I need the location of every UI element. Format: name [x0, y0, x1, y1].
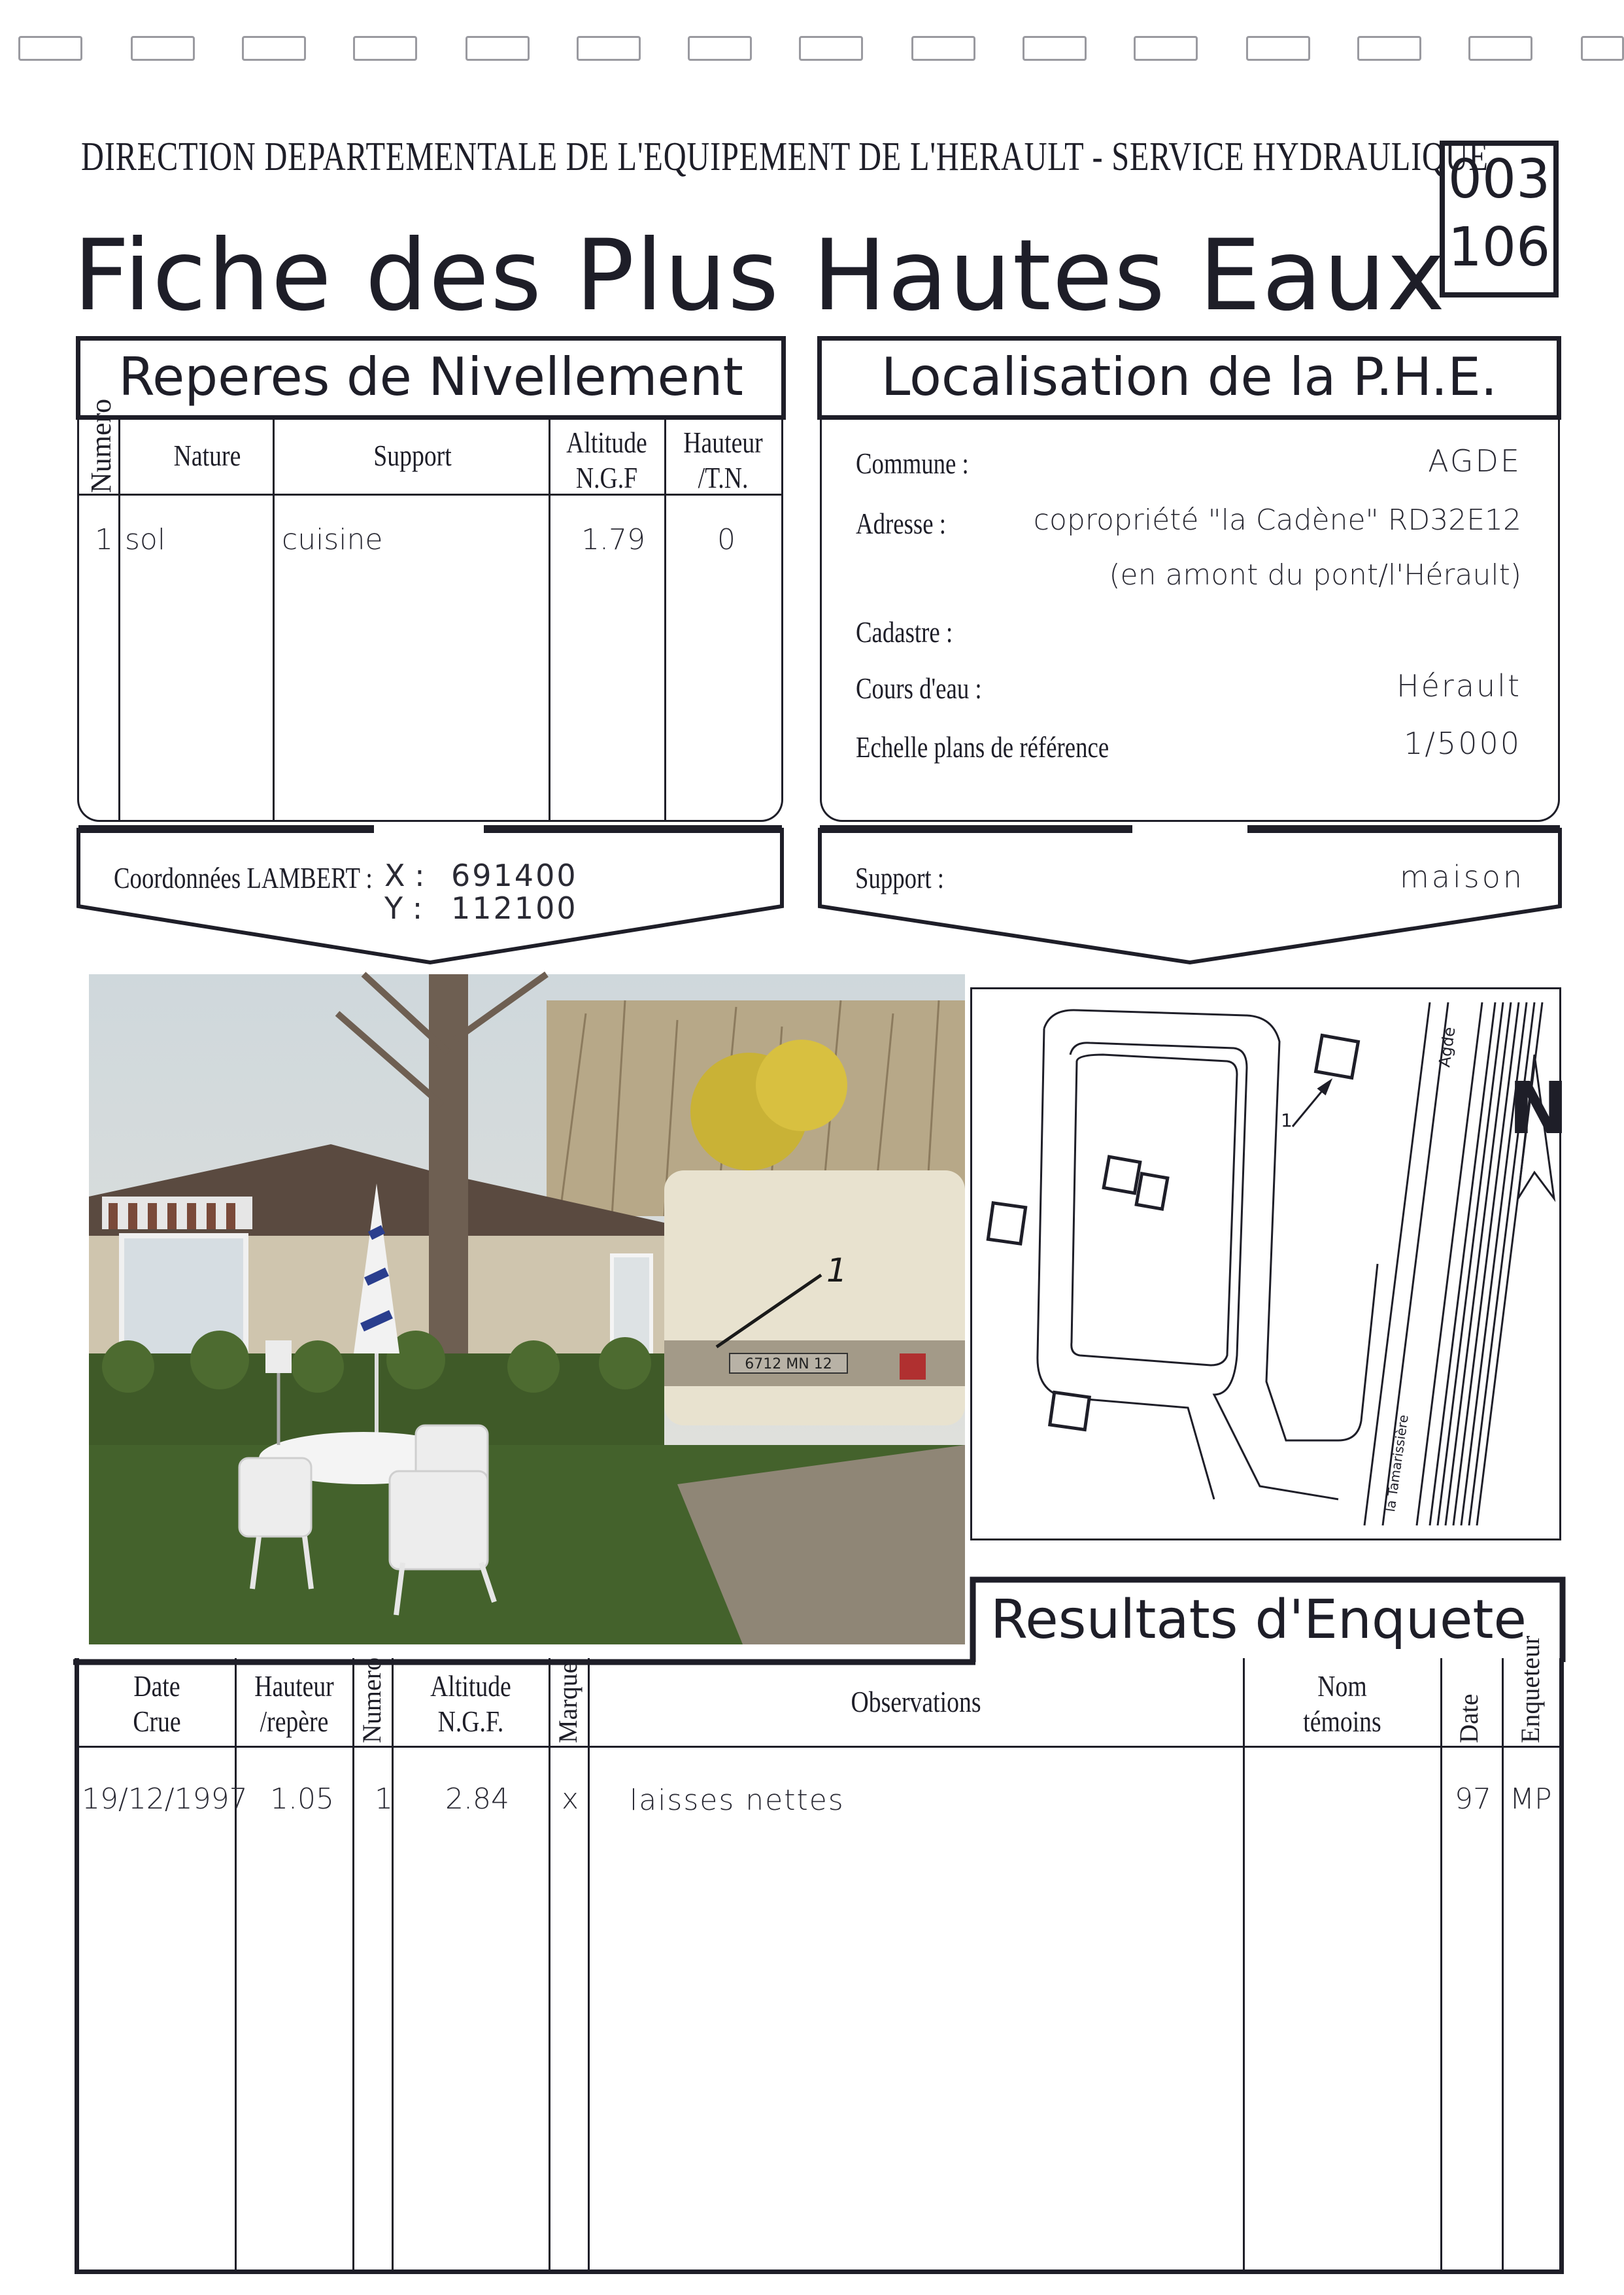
res-row-hauteur: 1.05 [270, 1782, 334, 1816]
fiche-code-bottom: 106 [1447, 216, 1551, 279]
site-photo [89, 974, 965, 1644]
res-col-altitude-l1: Altitude [430, 1669, 511, 1703]
photo-plate: 6712 MN 12 [745, 1356, 832, 1372]
res-col-hauteur [246, 1669, 342, 1739]
res-col-observations: Observations [851, 1685, 981, 1718]
res-col-date: Date [1454, 1693, 1483, 1743]
map-marker: 1 [1281, 1110, 1293, 1131]
localisation-heading: Localisation de la P.H.E. [817, 336, 1561, 420]
road-label-agde: Agde [1435, 1025, 1459, 1068]
reperes-row-hauteur: 0 [717, 523, 736, 556]
col-nature-header: Nature [173, 439, 241, 472]
lambert-y-label: Y : [384, 891, 423, 926]
col-hauteur-l1: Hauteur [683, 426, 763, 459]
res-col-enqueteur: Enqueteur [1515, 1635, 1545, 1743]
location-map [970, 987, 1569, 1540]
col-altitude-l2: N.G.F [575, 461, 638, 494]
reperes-table [77, 398, 783, 822]
res-col-hauteur-l1: Hauteur [254, 1669, 334, 1703]
res-col-date-crue-l1: Date [133, 1669, 180, 1703]
fiche-code-top: 003 [1447, 148, 1551, 211]
res-col-date-crue [93, 1669, 220, 1739]
res-col-nom [1262, 1669, 1423, 1739]
cadastre-label: Cadastre : [856, 615, 953, 649]
lambert-x-label: X : [384, 858, 425, 893]
adresse-line2: (en amont du pont/l'Hérault) [1109, 558, 1521, 592]
res-row-numero: 1 [375, 1782, 393, 1816]
res-col-altitude-l2: N.G.F. [437, 1705, 504, 1738]
res-col-date-crue-l2: Crue [133, 1705, 181, 1738]
reperes-row-numero: 1 [95, 523, 113, 556]
res-row-marque: x [562, 1782, 579, 1816]
reperes-row-altitude: 1.79 [581, 523, 645, 556]
header-direction: DIRECTION DEPARTEMENTALE DE L'EQUIPEMENT DE L'HERAULT - SERVICE HYDRAULIQUE [81, 135, 1489, 179]
support-label: Support : [855, 861, 944, 894]
reperes-row-nature: sol [125, 523, 166, 556]
col-altitude-l1: Altitude [566, 426, 647, 459]
echelle-value: 1/5000 [1404, 726, 1521, 761]
binder-holes [0, 36, 1623, 62]
col-support-header: Support [373, 439, 452, 472]
localisation-panel [820, 420, 1560, 822]
res-row-enqueteur: MP [1510, 1782, 1552, 1816]
commune-label: Commune : [856, 447, 969, 480]
photo-marker: 1 [826, 1251, 847, 1289]
res-col-numero: Numero [357, 1657, 386, 1743]
col-hauteur-l2: /T.N. [698, 461, 749, 494]
resultats-table [75, 1635, 1564, 2274]
reperes-row-support: cuisine [282, 523, 383, 556]
echelle-label: Echelle plans de référence [856, 730, 1109, 764]
res-col-marque: Marque [553, 1661, 583, 1743]
cours-eau-label: Cours d'eau : [856, 672, 982, 705]
adresse-line1: copropriété "la Cadène" RD32E12 [1033, 503, 1521, 537]
col-numero-header: Numero [85, 398, 117, 493]
res-row-observations: laisses nettes [630, 1784, 845, 1817]
lambert-x-value: 691400 [451, 858, 578, 893]
res-col-altitude [407, 1669, 534, 1739]
fiche-number-box [1440, 141, 1559, 298]
col-hauteur-header [677, 425, 768, 496]
adresse-label: Adresse : [856, 507, 946, 540]
lambert-y-value: 112100 [451, 891, 578, 926]
res-col-nom-l1: Nom [1317, 1669, 1367, 1703]
lambert-label: Coordonnées LAMBERT : [114, 861, 373, 894]
res-row-date-crue: 19/12/1997 [82, 1782, 248, 1816]
lambert-arrow-frame [73, 825, 787, 969]
res-col-nom-l2: témoins [1303, 1705, 1381, 1738]
north-icon: N [1508, 1066, 1569, 1150]
road-label-tamarissiere: la Tamarissière [1382, 1414, 1412, 1513]
commune-value: AGDE [1428, 443, 1521, 479]
support-arrow-frame [816, 825, 1564, 969]
cours-eau-value: Hérault [1396, 668, 1521, 704]
res-col-hauteur-l2: /repère [260, 1705, 329, 1738]
support-value: maison [1399, 859, 1525, 894]
res-row-altitude: 2.84 [445, 1782, 509, 1816]
reperes-heading: Reperes de Nivellement [76, 336, 786, 420]
res-row-date: 97 [1455, 1782, 1491, 1816]
col-altitude-header [561, 425, 652, 496]
page-title: Fiche des Plus Hautes Eaux [73, 219, 1447, 333]
resultats-heading: Resultats d'Enquete [990, 1589, 1527, 1651]
